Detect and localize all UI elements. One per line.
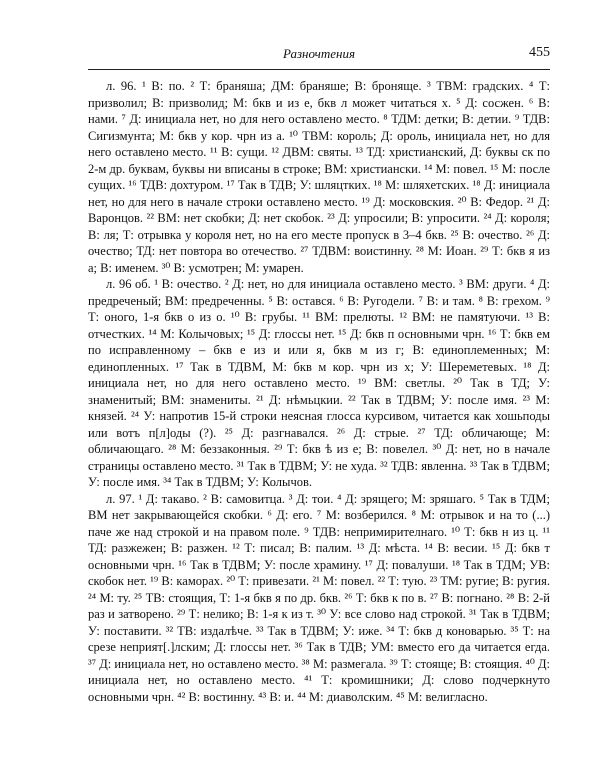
- running-title: Разночтения: [283, 46, 355, 61]
- paragraph-folio-96-verso: л. 96 об. ¹ В: очество. ² Д: нет, но для инициала оставлено место. ³ ВМ: други. ⁴ Д: предреченый; ВМ: предреченны. ⁵ В: остався. ⁶ В: Ругодели. ⁷ В: и там. ⁸ В: грехом. ⁹ Т: оного, 1-я бкв о из о. ¹⁰ В: грубы. ¹¹ ВМ: прелюты. ¹² ВМ: не памятуючи. ¹³ В: отчестких. ¹⁴ М: Колычовых; ¹⁵ Д: глоссы нет. ¹⁵ Д: бкв п основными чрн. ¹⁶ Т: бкв ем по исправленному – бкв е из и или я, бкв м из г; В: единоплеменных; М: единопленных. ¹⁷ Так в ТДВМ, М: бкв м кор. чрн из х; У: Шереметевых. ¹⁸ Д: инициала нет, но для него оставлено место. ¹⁹ ВМ: светлы. ²⁰ Так в ТД; У: знаменитый; ВМ: знамениты. ²¹ Д: нѣмьцкии. ²² Так в ТДВМ; У: после имя. ²³ М: князей. ²⁴ У: напротив 15-й строки неясная глосса курсивом, читается как хошьподы или вотъ п[л]оды (?). ²⁵ Д: разгнавался. ²⁶ Д: стрые. ²⁷ ТД: обличающе; М: обличающаго. ²⁸ М: беззаконныя. ²⁹ Т: бкв ѣ из е; В: повелел. ³⁰ Д: нет, но в начале страницы оставлено место. ³¹ Так в ТДВМ; У: не худа. ³² ТДВ: явленна. ³³ Так в ТДВМ; У: после имя. ³⁴ Так в ТДВМ; У: Колычов.: [88, 277, 550, 489]
- variant-readings-text: [88, 78, 550, 705]
- paragraph-folio-97: л. 97. ¹ Д: такаво. ² В: самовитца. ³ Д: тои. ⁴ Д: зрящего; М: зряшаго. ⁵ Так в ТДМ; ВМ нет закрывающейся скобки. ⁶ Д: его. ⁷ М: возберился. ⁸ М: отрывок и на то (...) паче же над строкой и на правом поле. ⁹ ТДВ: непримирителнаго. ¹⁰ Т: бкв н из ц. ¹¹ ТД: разжежен; В: разжен. ¹² Т: писал; В: палим. ¹³ Д: мѣста. ¹⁴ В: весии. ¹⁵ Д: бкв т основными чрн. ¹⁶ Так в ТДВМ; У: после хрaмину. ¹⁷ Д: повалуши. ¹⁸ Так в ТДМ; УВ: скобок нет. ¹⁹ В: каморах. ²⁰ Т: привезати. ²¹ М: повел. ²² Т: тую. ²³ ТМ: ругие; В: ругия. ²⁴ М: ту. ²⁵ ТВ: стоящия, Т: 1-я бкв я по др. бкв. ²⁶ Т: бкв к по в. ²⁷ В: погнано. ²⁸ В: 2-й раз и затворено. ²⁹ Т: нелико; В: 1-я к из т. ³⁰ У: все слово над строкой. ³¹ Так в ТДВМ; У: поставити. ³² ТВ: издалѣче. ³³ Так в ТДВМ; У: иже. ³⁴ Т: бкв д коноварью. ³⁵ Т: на срезе неприят[.]лским; Д: глоссы нет. ³⁶ Так в ТДВ; УМ: вместо его да читается егда. ³⁷ Д: инициала нет, но оставлено место. ³⁸ М: размегала. ³⁹ Т: стояще; В: стоящия. ⁴⁰ Д: инициала нет, но оставлено место. ⁴¹ Т: кромишники; Д: слово подчеркнуто основными чрн. ⁴² В: востинну. ⁴³ В: и. ⁴⁴ М: диаволским. ⁴⁵ М: велигласно.: [88, 491, 550, 704]
- header-rule: [88, 69, 550, 70]
- paragraph-folio-96: л. 96. ¹ В: по. ² Т: браняша; ДМ: браняше; В: броняще. ³ ТВМ: градских. ⁴ Т: призволил; В: призволид; М: бкв и из е, бкв л может читаться х. ⁵ Д: сосжен. ⁶ В: нами. ⁷ Д: инициала нет, но для него оставлено место. ⁸ ТДМ: детки; В: детии. ⁹ ТДВ: Сигизмунта; М: бкв у кор. чрн из а. ¹⁰ ТВМ: король; Д: ороль, инициала нет, но для него оставлено место. ¹¹ В: сущи. ¹² ДВМ: святы. ¹³ ТД: христианский, Д: буквы ск по 2-м др. буквам, буквы ни вписаны в строке; ВМ: христиански. ¹⁴ М: повел. ¹⁵ М: после сущих. ¹⁶ ТДВ: дохтуром. ¹⁷ Так в ТДВ; У: шляцтких. ¹⁸ М: шляхетских. ¹⁸ Д: инициала нет, но для него в начале строки оставлено место. ¹⁹ Д: московския. ²⁰ В: Федор. ²¹ Д: Варонцов. ²² ВМ: нет скобки; Д: нет скобок. ²³ Д: упросили; В: упросити. ²⁴ Д: короля; В: ля; Т: отрывка у короля нет, но на его месте пропуск в 3–4 бкв. ²⁵ В: очество. ²⁶ Д: очество; ТД: нет повтора во отечество. ²⁷ ТДВМ: воистинну. ²⁸ М: Иоан. ²⁹ Т: бкв я из а; В: именем. ³⁰ В: усмотрен; М: умарен.: [88, 79, 550, 275]
- page-number: 455: [529, 45, 550, 60]
- page-header: [88, 44, 550, 66]
